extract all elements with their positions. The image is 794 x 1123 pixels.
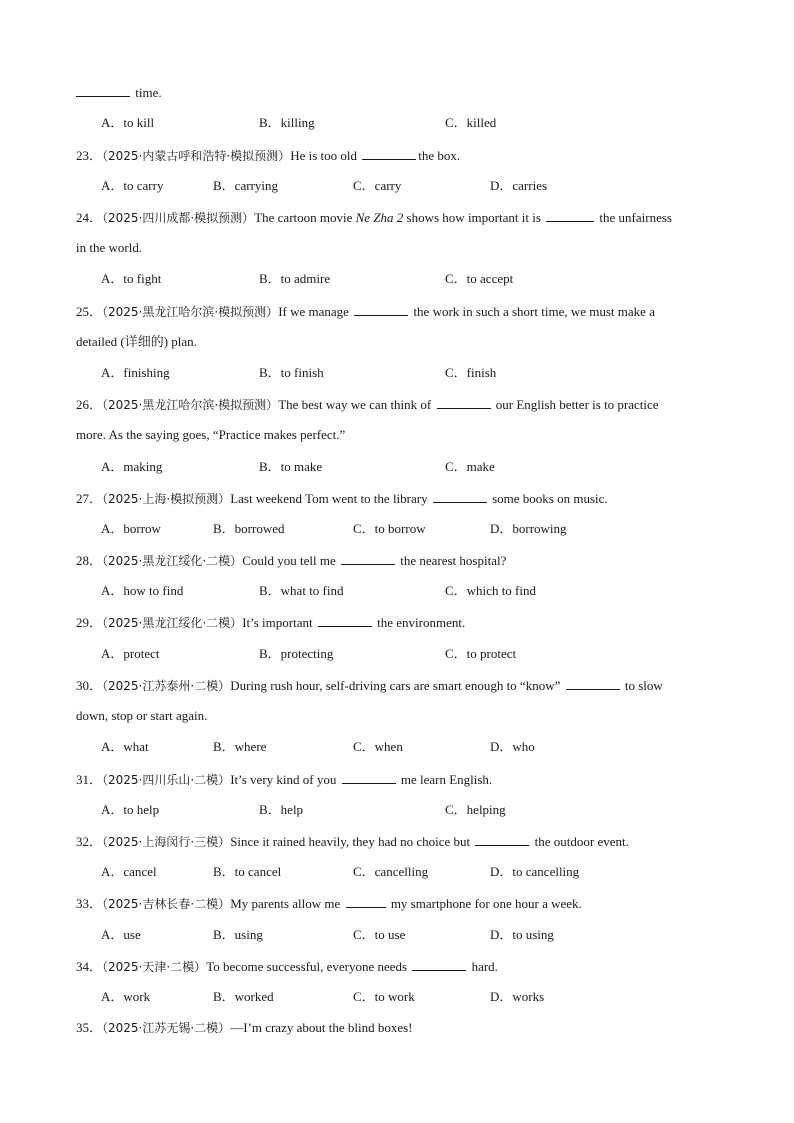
option-c: C．to use — [353, 927, 406, 942]
option-a: A．work — [101, 989, 151, 1004]
option-a: A．cancel — [101, 864, 157, 879]
question-27: 27．（2025·上海·模拟预测）Last weekend Tom went to the library some books on music. — [76, 491, 608, 506]
option-b: B．killing — [259, 115, 315, 130]
option-a: A．to carry — [101, 178, 164, 193]
option-d: D．to using — [490, 927, 554, 942]
option-c: C．to accept — [445, 271, 514, 286]
option-b: B．carrying — [213, 178, 278, 193]
question-23-options — [76, 178, 756, 194]
option-c: C．finish — [445, 365, 497, 380]
question-24: 24．（2025·四川成都·模拟预测）The cartoon movie Ne Zha 2 shows how important it is the unfairness — [76, 210, 672, 225]
question-29-options — [76, 646, 756, 662]
option-c: C．make — [445, 459, 495, 474]
option-a: A．how to find — [101, 583, 184, 598]
question-22-continuation: time. — [76, 84, 162, 101]
question-34: 34．（2025·天津·二模）To become successful, everyone needs hard. — [76, 959, 498, 974]
option-b: B．worked — [213, 989, 274, 1004]
question-25-continuation: detailed (详细的) plan. — [76, 334, 197, 349]
option-c: C．to protect — [445, 646, 517, 661]
question-33-options — [76, 927, 756, 943]
answer-blank — [437, 396, 491, 409]
option-b: B．borrowed — [213, 521, 285, 536]
question-33: 33．（2025·吉林长春·二模）My parents allow me my smartphone for one hour a week. — [76, 896, 582, 911]
option-a: A．use — [101, 927, 141, 942]
option-a: A．making — [101, 459, 163, 474]
option-a: A．finishing — [101, 365, 170, 380]
question-31: 31．（2025·四川乐山·二模）It’s very kind of you me learn English. — [76, 772, 493, 787]
question-22-options — [76, 115, 756, 131]
option-b: B．using — [213, 927, 263, 942]
answer-blank — [76, 84, 130, 97]
option-a: A．what — [101, 739, 149, 754]
question-26-continuation: more. As the saying goes, “Practice makes perfect.” — [76, 427, 346, 442]
question-25-options — [76, 365, 756, 381]
answer-blank — [362, 147, 416, 160]
question-31-options — [76, 802, 756, 818]
answer-blank — [566, 677, 620, 690]
option-b: B．to finish — [259, 365, 324, 380]
question-23: 23．（2025·内蒙古呼和浩特·模拟预测）He is too old the box. — [76, 148, 461, 163]
question-27-options — [76, 521, 756, 537]
option-d: D．works — [490, 989, 545, 1004]
option-b: B．where — [213, 739, 267, 754]
option-a: A．borrow — [101, 521, 161, 536]
question-25: 25．（2025·黑龙江哈尔滨·模拟预测）If we manage the work in such a short time, we must make a — [76, 304, 655, 319]
question-30-continuation: down, stop or start again. — [76, 708, 208, 723]
question-24-continuation: in the world. — [76, 240, 143, 255]
option-c: C．to borrow — [353, 521, 426, 536]
question-34-options — [76, 989, 756, 1005]
question-29: 29．（2025·黑龙江绥化·二模）It’s important the environment. — [76, 615, 466, 630]
answer-blank — [546, 209, 594, 222]
option-c: C．which to find — [445, 583, 536, 598]
answer-blank — [342, 771, 396, 784]
option-d: D．who — [490, 739, 535, 754]
question-32: 32．（2025·上海闵行·三模）Since it rained heavily, they had no choice but the outdoor event. — [76, 834, 629, 849]
answer-blank — [354, 303, 408, 316]
option-a: A．protect — [101, 646, 160, 661]
question-26: 26．（2025·黑龙江哈尔滨·模拟预测）The best way we can think of our English better is to practice — [76, 397, 659, 412]
option-c: C．when — [353, 739, 403, 754]
option-b: B．to make — [259, 459, 323, 474]
question-35: 35．（2025·江苏无锡·二模）—I’m crazy about the blind boxes! — [76, 1020, 413, 1035]
answer-blank — [341, 552, 395, 565]
option-b: B．what to find — [259, 583, 344, 598]
option-b: B．protecting — [259, 646, 334, 661]
option-a: A．to kill — [101, 115, 155, 130]
option-c: C．carry — [353, 178, 402, 193]
option-c: C．to work — [353, 989, 415, 1004]
answer-blank — [346, 895, 386, 908]
option-c: C．helping — [445, 802, 506, 817]
question-26-options — [76, 459, 756, 475]
option-c: C．cancelling — [353, 864, 429, 879]
question-24-options — [76, 271, 756, 287]
option-c: C．killed — [445, 115, 497, 130]
option-d: D．borrowing — [490, 521, 567, 536]
question-30: 30．（2025·江苏泰州·二模）During rush hour, self-driving cars are smart enough to “know” to slow — [76, 678, 663, 693]
question-30-options — [76, 739, 756, 755]
question-28: 28．（2025·黑龙江绥化·二模）Could you tell me the nearest hospital? — [76, 553, 507, 568]
answer-blank — [318, 614, 372, 627]
option-b: B．help — [259, 802, 304, 817]
question-28-options — [76, 583, 756, 599]
option-b: B．to admire — [259, 271, 331, 286]
option-a: A．to help — [101, 802, 160, 817]
option-d: D．to cancelling — [490, 864, 580, 879]
question-32-options — [76, 864, 756, 880]
answer-blank — [412, 958, 466, 971]
answer-blank — [433, 490, 487, 503]
option-d: D．carries — [490, 178, 548, 193]
option-a: A．to fight — [101, 271, 162, 286]
option-b: B．to cancel — [213, 864, 282, 879]
answer-blank — [475, 833, 529, 846]
